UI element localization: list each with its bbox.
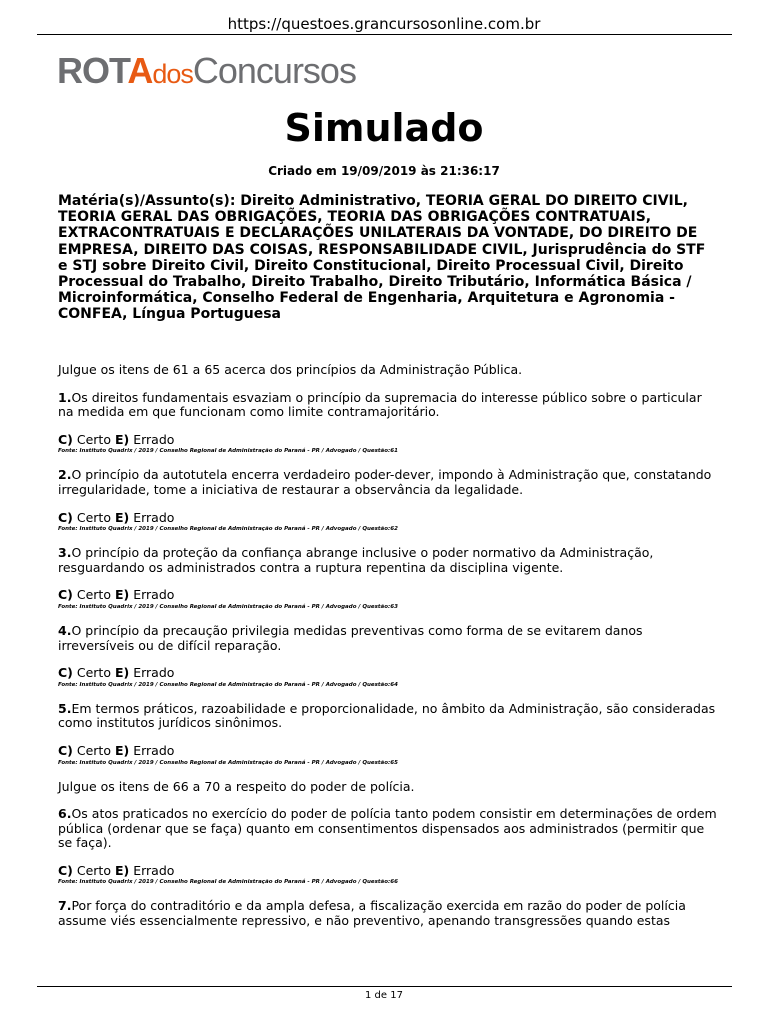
question-item <box>58 899 718 928</box>
question-statement: Os direitos fundamentais esvaziam o princípio da supremacia do interesse público sobre o particular na medida em que funcionam como limite contramajoritário. <box>58 389 702 420</box>
question-number: 6. <box>58 806 72 822</box>
question-statement: Os atos praticados no exercício do poder de polícia tanto podem consistir em determinações de ordem pública (ordenar que se faça) quanto em consentimentos dispensados aos administrados (permitir que se faça). <box>58 806 717 851</box>
logo-part-rota: ROT <box>57 50 128 91</box>
option-errado: Errado <box>133 587 175 603</box>
questions-content <box>58 363 718 942</box>
question-number: 5. <box>58 700 72 716</box>
option-e-label: E) <box>114 862 130 878</box>
question-text <box>58 468 718 497</box>
option-c-label: C) <box>58 665 73 681</box>
question-item <box>58 624 718 689</box>
question-source: Fonte: Instituto Quadrix / 2019 / Conselho Regional de Administração do Paraná - PR / Advogado / Questão:63 <box>58 603 398 610</box>
question-number: 3. <box>58 545 72 561</box>
page-title: Simulado <box>284 106 484 150</box>
logo-part-dos: dos <box>152 59 193 89</box>
question-source: Fonte: Instituto Quadrix / 2019 / Conselho Regional de Administração do Paraná - PR / Advogado / Questão:62 <box>58 526 398 533</box>
question-number: 4. <box>58 622 72 638</box>
option-e-label: E) <box>114 665 130 681</box>
option-e-label: E) <box>114 742 130 758</box>
question-text <box>58 624 718 653</box>
subject-list: Matéria(s)/Assunto(s): Direito Administrativo, TEORIA GERAL DO DIREITO CIVIL, TEORIA GERAL DAS OBRIGAÇÕES, TEORIA DAS OBRIGAÇÕES CONTRATUAIS, EXTRACONTRATUAIS E DECLARAÇÕES UNILATERAIS DA VONTADE, DO DIREITO DE EMPRESA, DIREITO DAS COISAS, RESPONSABILIDADE CIVIL, Jurisprudência do STF e STJ sobre Direito Civil, Direito Constitucional, Direito Processual Civil, Direito Processual do Trabalho, Direito Trabalho, Direito Tributário, Informática Básica / Microinformática, Conselho Federal de Engenharia, Arquitetura e Agronomia - CONFEA, Língua Portuguesa <box>58 193 706 323</box>
answer-options <box>58 744 718 759</box>
question-item <box>58 468 718 533</box>
option-certo: Certo <box>76 742 111 758</box>
option-certo: Certo <box>76 431 111 447</box>
option-errado: Errado <box>133 509 175 525</box>
question-number: 1. <box>58 389 72 405</box>
answer-options <box>58 864 718 879</box>
answer-options <box>58 666 718 681</box>
option-errado: Errado <box>133 742 175 758</box>
question-statement: Em termos práticos, razoabilidade e proporcionalidade, no âmbito da Administração, são consideradas como institutos jurídicos sinônimos. <box>58 700 716 731</box>
logo-part-a: A <box>127 50 153 91</box>
page-number: 1 de 17 <box>365 990 403 1001</box>
option-certo: Certo <box>76 665 111 681</box>
option-c-label: C) <box>58 742 73 758</box>
question-text <box>58 899 718 928</box>
logo-part-concursos: Concursos <box>192 50 356 91</box>
question-source: Fonte: Instituto Quadrix / 2019 / Conselho Regional de Administração do Paraná - PR / Advogado / Questão:66 <box>58 879 398 886</box>
question-source: Fonte: Instituto Quadrix / 2019 / Conselho Regional de Administração do Paraná - PR / Advogado / Questão:61 <box>58 448 398 455</box>
option-errado: Errado <box>133 862 175 878</box>
question-source: Fonte: Instituto Quadrix / 2019 / Conselho Regional de Administração do Paraná - PR / Advogado / Questão:65 <box>58 759 398 766</box>
question-item <box>58 391 718 456</box>
question-statement: O princípio da autotutela encerra verdadeiro poder-dever, impondo à Administração que, constatando irregularidade, tome a iniciativa de restaurar a observância da legalidade. <box>58 467 712 497</box>
question-item <box>58 702 718 767</box>
footer-divider <box>37 986 732 987</box>
question-text <box>58 702 718 731</box>
question-statement: O princípio da precaução privilegia medidas preventivas como forma de se evitarem danos irreversíveis ou de difícil reparação. <box>58 622 643 653</box>
question-text <box>58 546 718 575</box>
option-e-label: E) <box>114 431 130 447</box>
answer-options <box>58 511 718 526</box>
created-date: Criado em 19/09/2019 às 21:36:17 <box>268 164 500 178</box>
header-divider <box>37 34 732 35</box>
page-url: https://questoes.grancursosonline.com.br <box>227 15 541 33</box>
question-item <box>58 807 718 886</box>
option-certo: Certo <box>76 862 111 878</box>
answer-options <box>58 433 718 448</box>
answer-options <box>58 588 718 603</box>
option-c-label: C) <box>58 587 73 603</box>
option-e-label: E) <box>114 509 130 525</box>
question-text <box>58 391 718 420</box>
option-errado: Errado <box>133 431 175 447</box>
question-text <box>58 807 718 851</box>
section-intro: Julgue os itens de 66 a 70 a respeito do poder de polícia. <box>58 778 415 794</box>
question-source: Fonte: Instituto Quadrix / 2019 / Conselho Regional de Administração do Paraná - PR / Advogado / Questão:64 <box>58 681 398 688</box>
option-e-label: E) <box>114 587 130 603</box>
question-statement: O princípio da proteção da confiança abrange inclusive o poder normativo da Administração, resguardando os administrados contra a ruptura repentina da disciplina vigente. <box>58 545 654 575</box>
rota-dos-concursos-logo <box>57 50 356 92</box>
option-certo: Certo <box>76 587 111 603</box>
option-certo: Certo <box>76 509 111 525</box>
option-c-label: C) <box>58 509 73 525</box>
option-c-label: C) <box>58 431 73 447</box>
question-statement: Por força do contraditório e da ampla defesa, a fiscalização exercida em razão do poder de polícia assume viés essencialmente repressivo, e não preventivo, apenando transgressões quando estas <box>58 898 686 929</box>
option-c-label: C) <box>58 862 73 878</box>
section-intro: Julgue os itens de 61 a 65 acerca dos princípios da Administração Pública. <box>58 362 523 377</box>
question-item <box>58 546 718 611</box>
question-number: 2. <box>58 467 72 483</box>
question-number: 7. <box>58 898 72 914</box>
option-errado: Errado <box>133 665 175 681</box>
